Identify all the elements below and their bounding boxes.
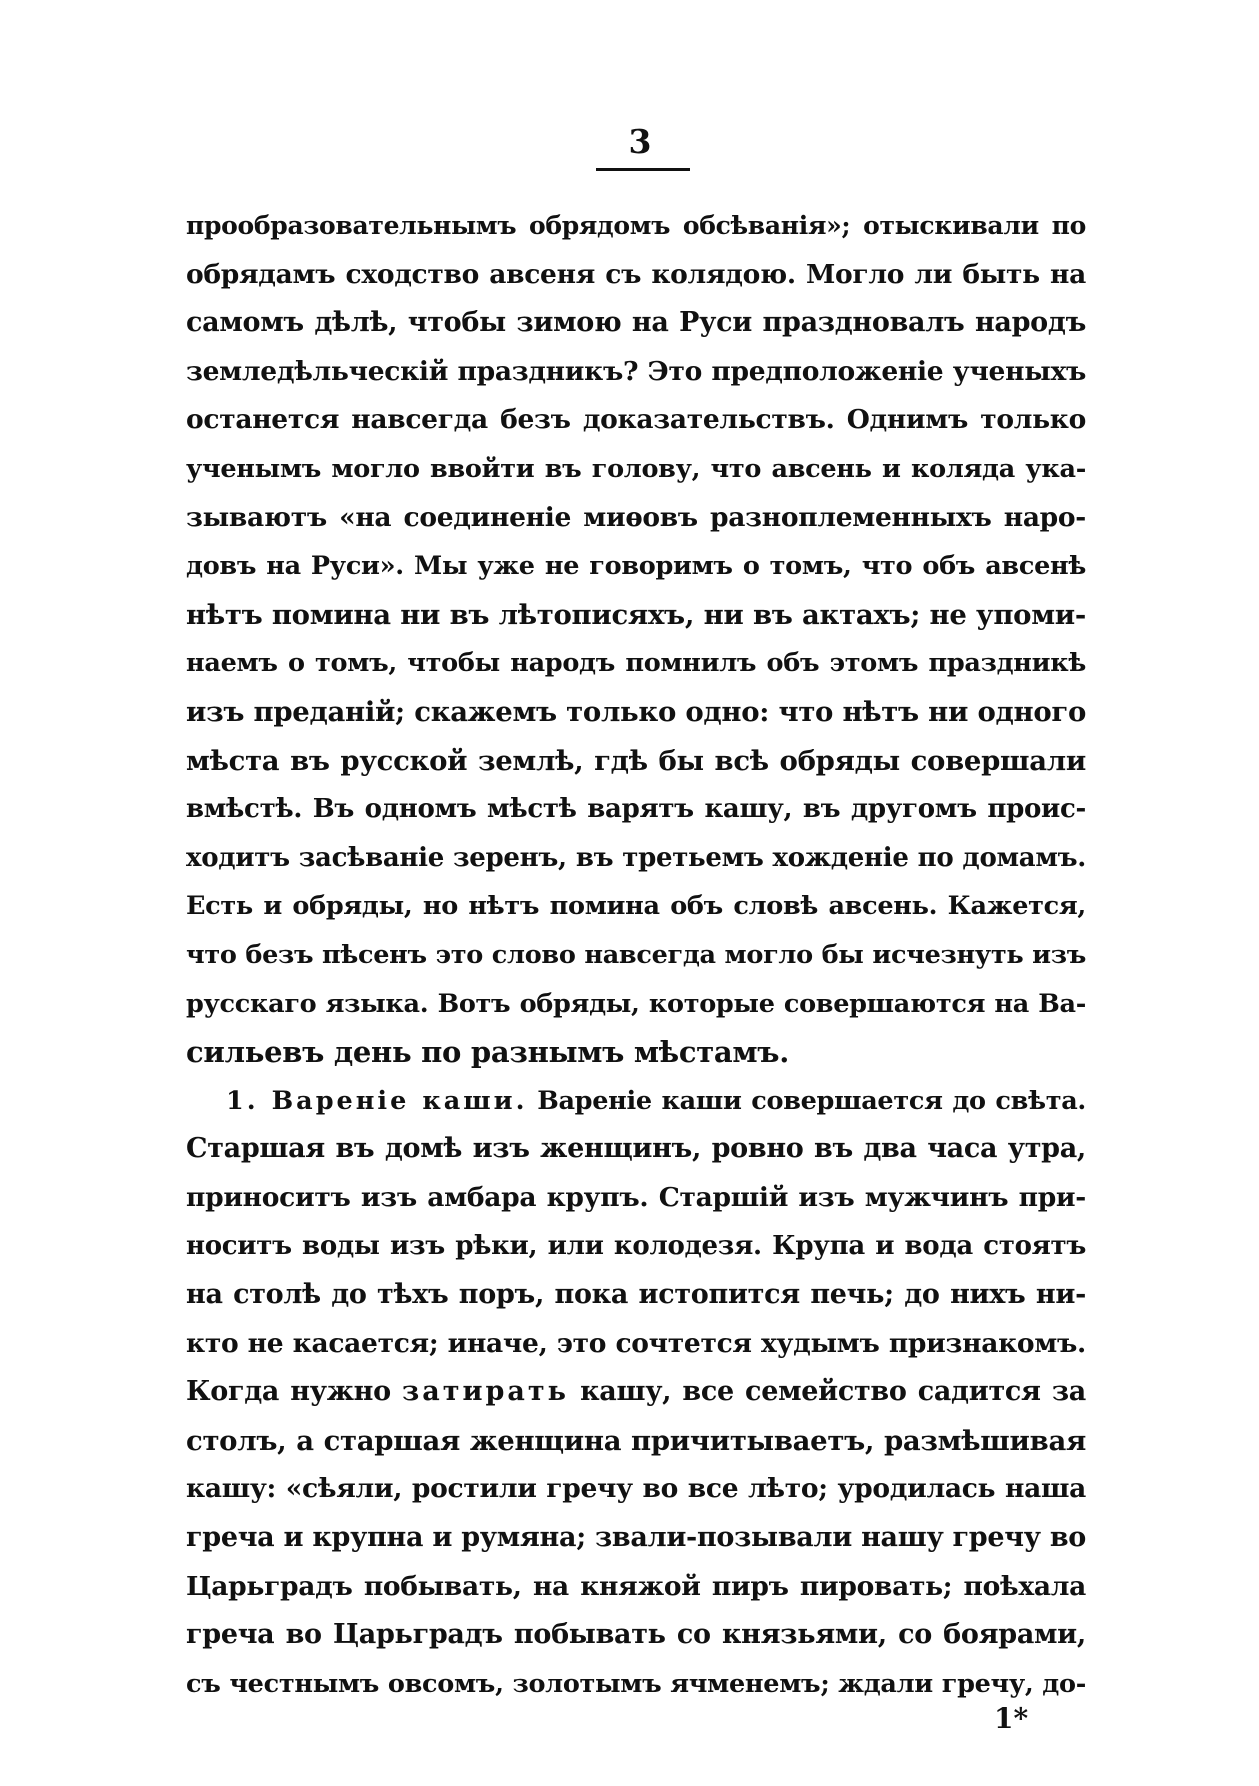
text-line: Есть и обряды, но нѣтъ помина объ словѣ авсень. Кажется, — [186, 891, 1086, 922]
text-line: ходитъ засѣваніе зеренъ, въ третьемъ хожденіе по домамъ. — [186, 842, 1086, 873]
text-line: русскаго языка. Вотъ обряды, которые совершаются на Ва- — [186, 988, 1086, 1019]
text-line: останется навсегда безъ доказательствъ. Однимъ только — [186, 404, 1086, 436]
text-line: обрядамъ сходство авсеня съ колядою. Могло ли быть на — [186, 258, 1086, 290]
text-line: изъ преданій; скажемъ только одно: что нѣтъ ни одного — [186, 695, 1086, 728]
text-line: приноситъ изъ амбара крупъ. Старшій изъ мужчинъ при- — [186, 1181, 1086, 1213]
header-rule — [596, 168, 690, 171]
text-line: вмѣстѣ. Въ одномъ мѣстѣ варятъ кашу, въ другомъ проис- — [186, 794, 1086, 825]
text-line: довъ на Руси». Мы уже не говоримъ о томъ, что объ авсенѣ — [186, 551, 1086, 582]
text-line: что безъ пѣсенъ это слово навсегда могло бы исчезнуть изъ — [186, 939, 1086, 970]
text-line: кашу: «сѣяли, ростили гречу во все лѣто; уродилась наша — [186, 1473, 1086, 1505]
text-fragment: кашу, все семейство садится за — [580, 1376, 1086, 1408]
page-number: 3 — [628, 122, 652, 161]
text-line: земледѣльческій праздникъ? Это предположеніе ученыхъ — [186, 355, 1086, 387]
text-line: греча во Царьградъ побывать со князьями, со боярами, — [186, 1619, 1086, 1651]
text-line: Царьградъ побывать, на княжой пиръ пировать; поѣхала — [186, 1570, 1086, 1602]
text-line: съ честнымъ овсомъ, золотымъ ячменемъ; ждали гречу, до- — [186, 1668, 1086, 1699]
text-line: мѣста въ русской землѣ, гдѣ бы всѣ обряды совершали — [186, 744, 1086, 777]
text-line: нѣтъ помина ни въ лѣтописяхъ, ни въ актахъ; не упоми- — [186, 598, 1086, 631]
text-line: кто не касается; иначе, это сочтется худымъ признакомъ. — [186, 1327, 1086, 1359]
text-line: сильевъ день по разнымъ мѣстамъ. — [186, 1035, 790, 1070]
text-fragment: Вареніе каши совершается до свѣта. — [537, 1085, 1087, 1116]
text-line: наемъ о томъ, чтобы народъ помнилъ объ этомъ праздникѣ — [186, 648, 1086, 679]
body-text — [186, 202, 1086, 1708]
text-line: ученымъ могло ввойти въ голову, что авсень и коляда ука- — [186, 453, 1086, 484]
text-line: носитъ воды изъ рѣки, или колодезя. Крупа и вода стоятъ — [186, 1231, 1086, 1262]
text-line: зываютъ «на соединеніе миѳовъ разноплеменныхъ наро- — [186, 501, 1086, 533]
text-line: греча и крупна и румяна; звали-позывали нашу гречу во — [186, 1522, 1086, 1554]
text-line-spaced — [186, 1368, 1086, 1417]
text-line: прообразовательнымъ обрядомъ обсѣванія»; отыскивали по — [186, 211, 1086, 240]
text-line: самомъ дѣлѣ, чтобы зимою на Руси праздновалъ народъ — [186, 307, 1086, 339]
emphasized-word: затирать — [402, 1376, 569, 1408]
section-heading: 1. Вареніе каши. — [226, 1085, 528, 1116]
text-line: на столѣ до тѣхъ поръ, пока истопится печь; до нихъ ни- — [186, 1279, 1086, 1311]
text-line: столъ, а старшая женщина причитываетъ, размѣшивая — [186, 1424, 1086, 1457]
signature-mark: 1* — [994, 1702, 1029, 1735]
section-heading-line — [186, 1077, 1086, 1126]
text-fragment: Когда нужно — [186, 1376, 391, 1408]
text-line: Старшая въ домѣ изъ женщинъ, ровно въ два часа утра, — [186, 1133, 1086, 1165]
